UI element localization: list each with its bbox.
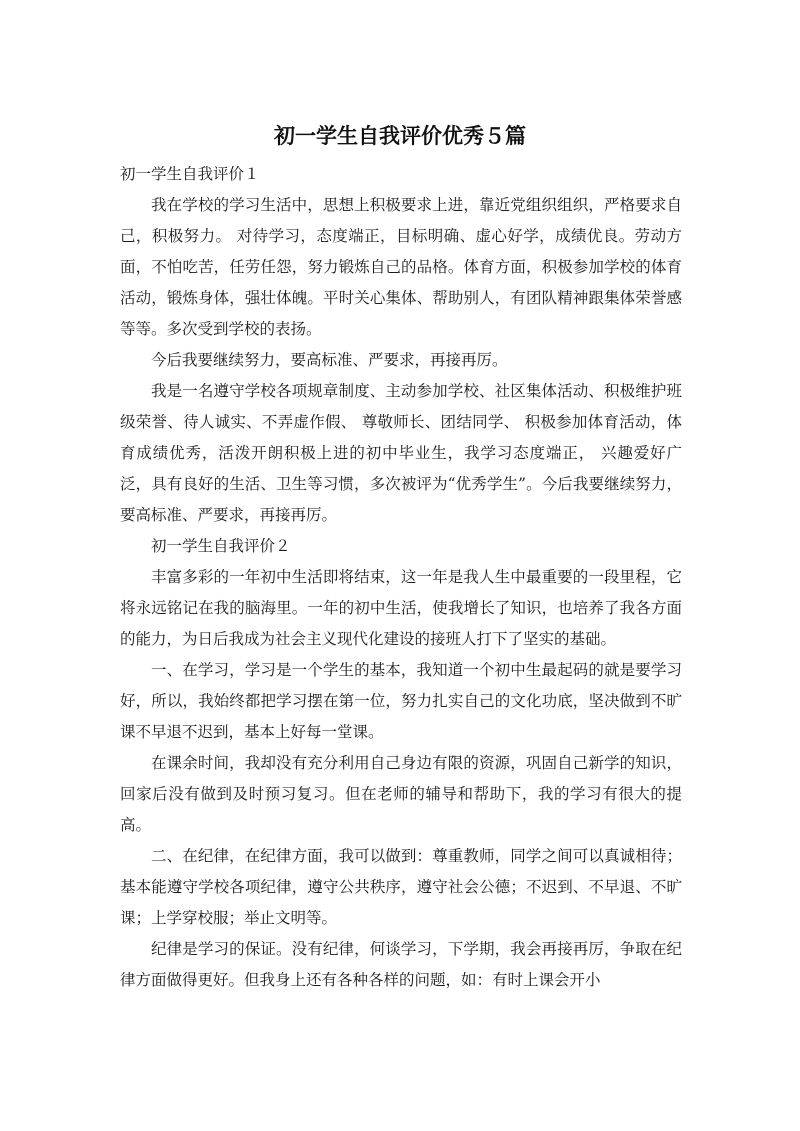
paragraph: 纪律是学习的保证。没有纪律，何谈学习，下学期，我会再接再厉，争取在纪律方面做得更好。但我身上还有各种各样的问题，如：有时上课会开小 [120,940,682,989]
paragraph: 今后我要继续努力，要高标准、严要求，再接再厉。 [151,351,508,369]
paragraph: 我是一名遵守学校各项规章制度、主动参加学校、社区集体活动、积极维护班级荣誉、待人诚实、不弄虚作假、 尊敬师长、团结同学、 积极参加体育活动，体育成绩优秀，活泼开朗积极上进的初中毕业生，我学习态度端正， 兴趣爱好广泛，具有良好的生活、卫生等习惯，多次被评为“优秀学生”。今后我要继续努力，要高标准、严要求，再接再厉。 [120,382,682,524]
paragraph: 丰富多彩的一年初中生活即将结束，这一年是我人生中最重要的一段里程，它将永远铭记在我的脑海里。一年的初中生活，使我增长了知识，也培养了我各方面的能力，为日后我成为社会主义现代化建设的接班人打下了坚实的基础。 [120,568,682,648]
paragraph: 我在学校的学习生活中，思想上积极要求上进，靠近党组织组织，严格要求自己，积极努力。 对待学习，态度端正，目标明确、虚心好学，成绩优良。劳动方面，不怕吃苦，任劳任怨，努力锻炼自己的品格。体育方面，积极参加学校的体育活动，锻炼身体，强壮体魄。平时关心集体、帮助别人，有团队精神跟集体荣誉感等等。多次受到学校的表扬。 [120,196,682,338]
document-body [120,159,682,996]
paragraph: 二、在纪律，在纪律方面，我可以做到：尊重教师，同学之间可以真诚相待；基本能遵守学校各项纪律，遵守公共秩序，遵守社会公德；不迟到、不早退、不旷课；上学穿校服；举止文明等。 [120,847,682,927]
paragraph: 一、在学习，学习是一个学生的基本，我知道一个初中生最起码的就是要学习好，所以，我始终都把学习摆在第一位，努力扎实自己的文化功底，坚决做到不旷课不早退不迟到，基本上好每一堂课。 [120,661,682,741]
paragraph: 在课余时间，我却没有充分利用自己身边有限的资源，巩固自己新学的知识，回家后没有做到及时预习复习。但在老师的辅导和帮助下，我的学习有很大的提高。 [120,754,682,834]
section-heading-1: 初一学生自我评价１ [120,165,260,183]
document-title: 初一学生自我评价优秀５篇 [274,124,526,148]
section-heading-2: 初一学生自我评价２ [151,537,291,555]
